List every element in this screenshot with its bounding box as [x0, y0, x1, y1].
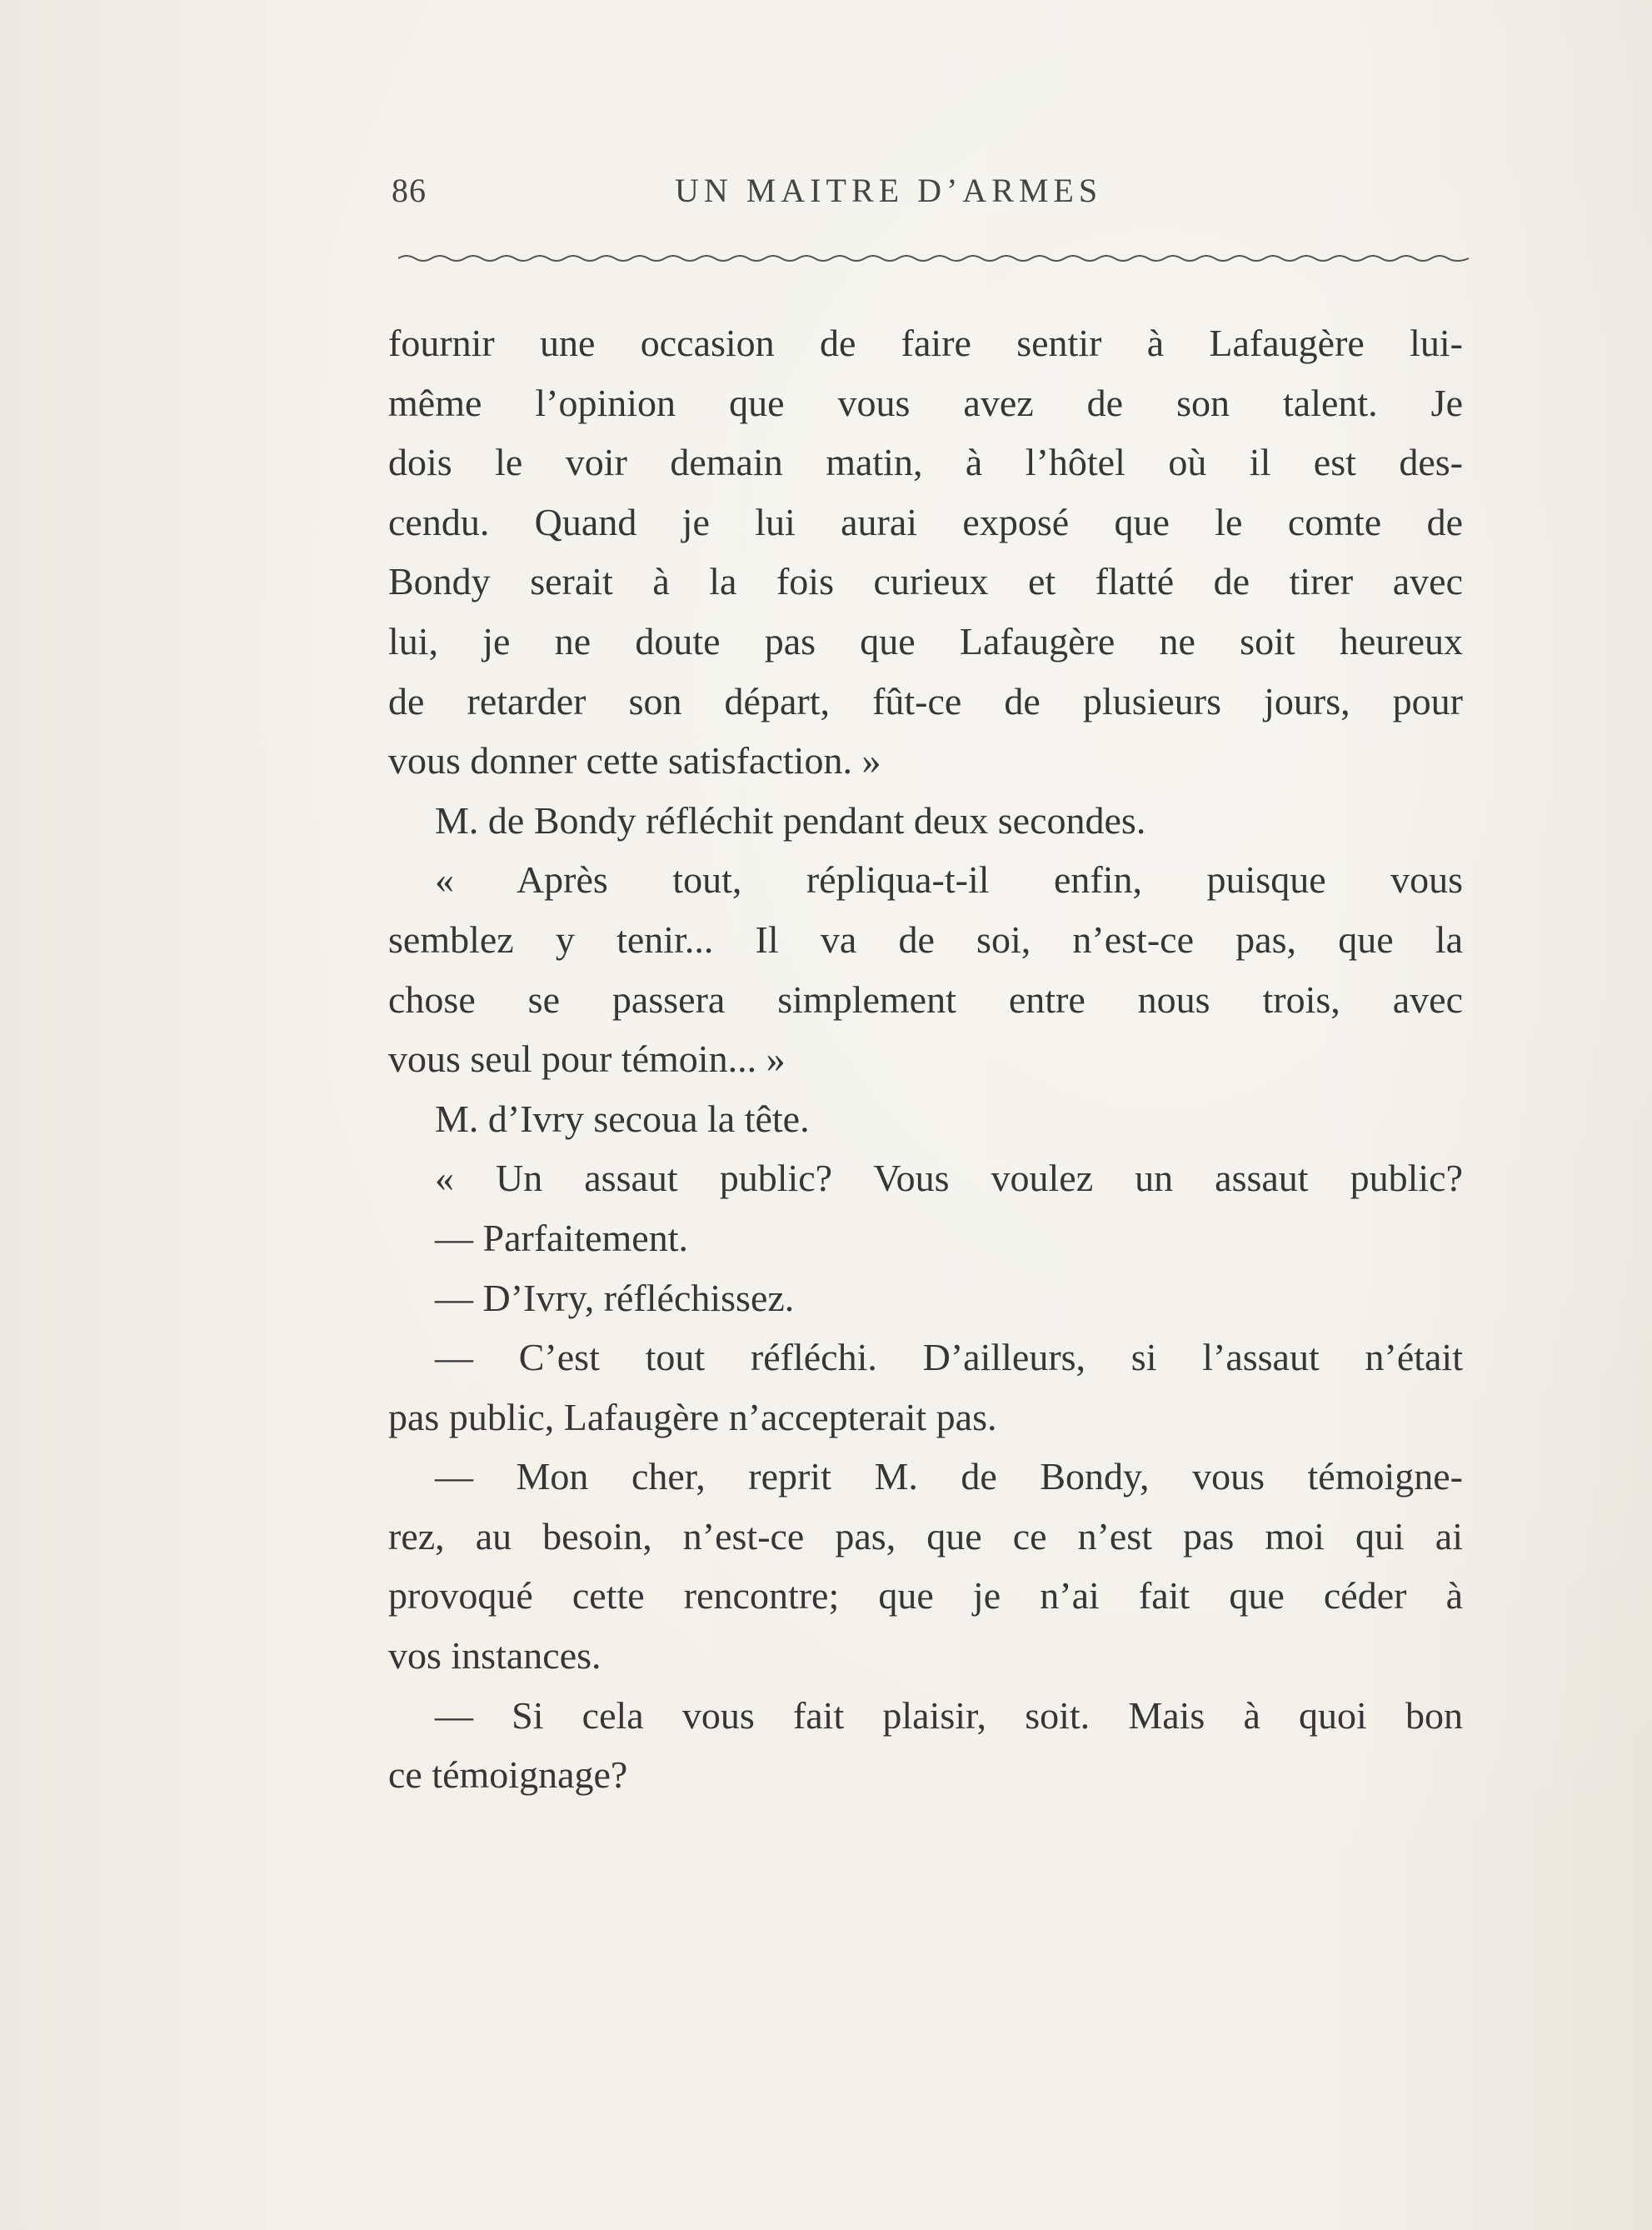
- text-line: de retarder son départ, fût-ce de plusieurs jours, pour: [388, 679, 1463, 722]
- text-line: vous donner cette satisfaction. »: [388, 739, 881, 782]
- text-line: Bondy serait à la fois curieux et flatté de tirer avec: [388, 560, 1463, 603]
- text-line: chose se passera simplement entre nous trois, avec: [388, 978, 1463, 1021]
- text-line: même l’opinion que vous avez de son talent. Je: [388, 381, 1463, 424]
- body-text: [388, 313, 1463, 1805]
- page-number: 86: [392, 172, 427, 209]
- text-line: pas public, Lafaugère n’accepterait pas.: [388, 1395, 997, 1438]
- page-header: [392, 171, 1466, 221]
- text-line: rez, au besoin, n’est-ce pas, que ce n’est pas moi qui ai: [388, 1514, 1463, 1558]
- text-line: « Après tout, répliqua-t-il enfin, puisque vous: [435, 858, 1463, 902]
- running-title: UN MAITRE D’ARMES: [675, 172, 1103, 209]
- text-line: — Mon cher, reprit M. de Bondy, vous témoigne-: [435, 1455, 1463, 1498]
- text-line: — Si cela vous fait plaisir, soit. Mais à quoi bon: [435, 1693, 1463, 1737]
- text-line: — C’est tout réfléchi. D’ailleurs, si l’assaut n’était: [435, 1336, 1463, 1379]
- text-line: fournir une occasion de faire sentir à Lafaugère lui-: [388, 322, 1463, 364]
- text-line: provoqué cette rencontre; que je n’ai fait que céder à: [388, 1574, 1463, 1618]
- text-line: ce témoignage?: [388, 1753, 628, 1797]
- text-line: — Parfaitement.: [435, 1216, 689, 1259]
- text-line: M. d’Ivry secoua la tête.: [435, 1097, 810, 1140]
- text-line: — D’Ivry, réfléchissez.: [435, 1276, 795, 1319]
- text-line: dois le voir demain matin, à l’hôtel où il est des-: [388, 441, 1463, 484]
- text-line: semblez y tenir... Il va de soi, n’est-ce pas, que la: [388, 918, 1463, 961]
- text-line: vos instances.: [388, 1634, 601, 1678]
- decorative-wavy-rule: [398, 250, 1469, 267]
- text-line: M. de Bondy réfléchit pendant deux secondes.: [435, 798, 1146, 842]
- text-line: cendu. Quand je lui aurai exposé que le comte de: [388, 500, 1463, 543]
- text-line: vous seul pour témoin... »: [388, 1038, 786, 1081]
- text-line: lui, je ne doute pas que Lafaugère ne soit heureux: [388, 619, 1463, 662]
- text-line: « Un assaut public? Vous voulez un assaut public?: [435, 1157, 1463, 1200]
